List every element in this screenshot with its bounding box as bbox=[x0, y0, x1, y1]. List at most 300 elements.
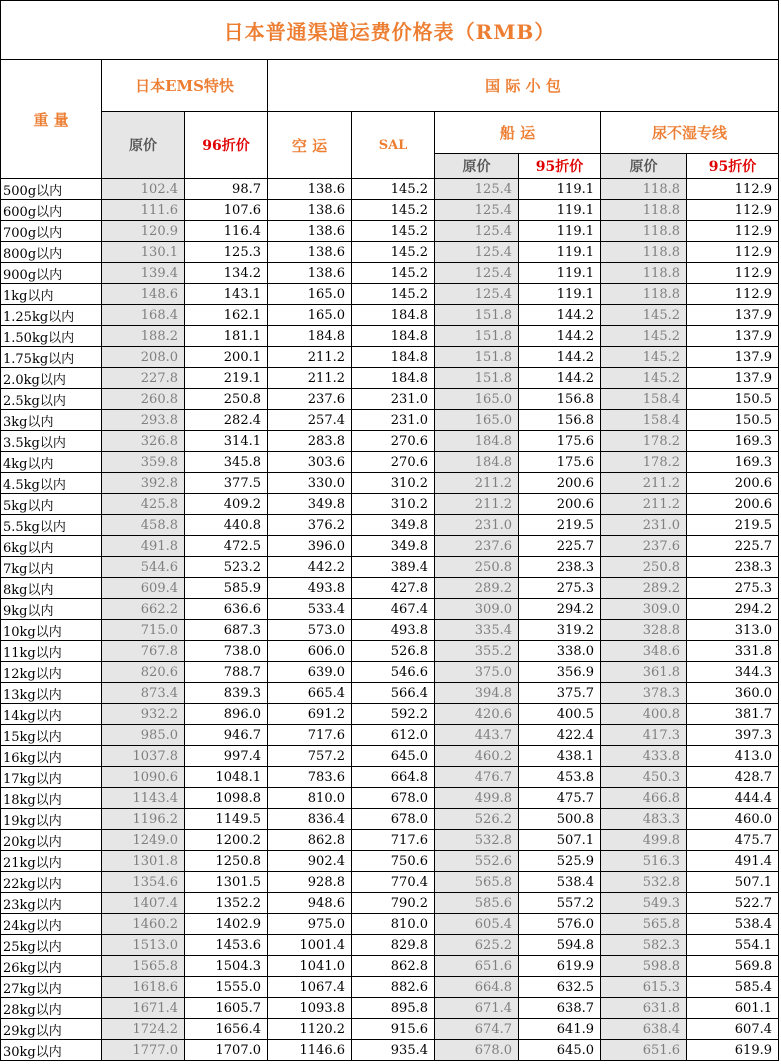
diaper-discount-cell: 381.7 bbox=[687, 704, 779, 725]
weight-cell: 18kg以内 bbox=[1, 788, 102, 809]
diaper-original-cell: 250.8 bbox=[601, 557, 687, 578]
diaper-original-cell: 211.2 bbox=[601, 473, 687, 494]
sal-cell: 678.0 bbox=[352, 788, 435, 809]
air-cell: 606.0 bbox=[268, 641, 352, 662]
ship-discount-cell: 641.9 bbox=[519, 1019, 601, 1040]
ems-original-cell: 1724.2 bbox=[102, 1019, 185, 1040]
diaper-discount-cell: 313.0 bbox=[687, 620, 779, 641]
ems-discount-cell: 997.4 bbox=[185, 746, 268, 767]
diaper-discount-cell: 491.4 bbox=[687, 851, 779, 872]
ship-discount-cell: 400.5 bbox=[519, 704, 601, 725]
sal-cell: 717.6 bbox=[352, 830, 435, 851]
table-row bbox=[1, 473, 779, 494]
table-row bbox=[1, 326, 779, 347]
ems-discount-cell: 219.1 bbox=[185, 368, 268, 389]
ship-original-cell: 125.4 bbox=[435, 284, 519, 305]
ship-discount-cell: 638.7 bbox=[519, 998, 601, 1019]
ems-discount-cell: 1656.4 bbox=[185, 1019, 268, 1040]
ems-original-cell: 227.8 bbox=[102, 368, 185, 389]
air-cell: 1120.2 bbox=[268, 1019, 352, 1040]
table-row bbox=[1, 809, 779, 830]
ems-discount-cell: 1200.2 bbox=[185, 830, 268, 851]
diaper-original-cell: 178.2 bbox=[601, 452, 687, 473]
weight-cell: 1.75kg以内 bbox=[1, 347, 102, 368]
ship-original-cell: 552.6 bbox=[435, 851, 519, 872]
diaper-original-cell: 309.0 bbox=[601, 599, 687, 620]
diaper-original-cell: 348.6 bbox=[601, 641, 687, 662]
diaper-original-cell: 378.3 bbox=[601, 683, 687, 704]
ship-original-cell: 184.8 bbox=[435, 431, 519, 452]
diaper-original-cell: 433.8 bbox=[601, 746, 687, 767]
diaper-original-cell: 145.2 bbox=[601, 305, 687, 326]
ems-discount-cell: 1504.3 bbox=[185, 956, 268, 977]
sal-cell: 790.2 bbox=[352, 893, 435, 914]
ship-original-cell: 355.2 bbox=[435, 641, 519, 662]
weight-cell: 30kg以内 bbox=[1, 1040, 102, 1061]
diaper-original-cell: 651.6 bbox=[601, 1040, 687, 1061]
sal-header: SAL bbox=[352, 112, 435, 179]
table-row bbox=[1, 347, 779, 368]
weight-cell: 29kg以内 bbox=[1, 1019, 102, 1040]
weight-cell: 5.5kg以内 bbox=[1, 515, 102, 536]
sal-cell: 184.8 bbox=[352, 305, 435, 326]
diaper-discount-cell: 200.6 bbox=[687, 473, 779, 494]
weight-cell: 27kg以内 bbox=[1, 977, 102, 998]
ems-discount-price-header: 96折价 bbox=[185, 112, 268, 179]
ship-discount-cell: 507.1 bbox=[519, 830, 601, 851]
weight-cell: 500g以内 bbox=[1, 179, 102, 200]
table-row bbox=[1, 956, 779, 977]
table-row bbox=[1, 914, 779, 935]
table-row bbox=[1, 641, 779, 662]
diaper-original-cell: 516.3 bbox=[601, 851, 687, 872]
table-row bbox=[1, 557, 779, 578]
diaper-original-cell: 145.2 bbox=[601, 347, 687, 368]
table-row bbox=[1, 767, 779, 788]
ship-header: 船 运 bbox=[435, 112, 601, 154]
ship-original-cell: 211.2 bbox=[435, 494, 519, 515]
ship-discount-cell: 319.2 bbox=[519, 620, 601, 641]
diaper-discount-cell: 444.4 bbox=[687, 788, 779, 809]
diaper-original-cell: 638.4 bbox=[601, 1019, 687, 1040]
ems-original-cell: 111.6 bbox=[102, 200, 185, 221]
air-cell: 283.8 bbox=[268, 431, 352, 452]
sal-cell: 145.2 bbox=[352, 179, 435, 200]
diaper-discount-cell: 238.3 bbox=[687, 557, 779, 578]
sal-cell: 664.8 bbox=[352, 767, 435, 788]
table-row bbox=[1, 284, 779, 305]
ems-discount-cell: 1453.6 bbox=[185, 935, 268, 956]
weight-cell: 8kg以内 bbox=[1, 578, 102, 599]
air-cell: 948.6 bbox=[268, 893, 352, 914]
weight-cell: 600g以内 bbox=[1, 200, 102, 221]
table-row bbox=[1, 578, 779, 599]
ems-original-cell: 139.4 bbox=[102, 263, 185, 284]
diaper-discount-cell: 112.9 bbox=[687, 242, 779, 263]
air-cell: 691.2 bbox=[268, 704, 352, 725]
ems-discount-cell: 314.1 bbox=[185, 431, 268, 452]
weight-cell: 1.50kg以内 bbox=[1, 326, 102, 347]
weight-cell: 4.5kg以内 bbox=[1, 473, 102, 494]
ems-header: 日本EMS特快 bbox=[102, 60, 268, 112]
diaper-discount-cell: 428.7 bbox=[687, 767, 779, 788]
diaper-discount-cell: 137.9 bbox=[687, 326, 779, 347]
ems-original-cell: 102.4 bbox=[102, 179, 185, 200]
sal-cell: 184.8 bbox=[352, 368, 435, 389]
air-cell: 639.0 bbox=[268, 662, 352, 683]
weight-header: 重 量 bbox=[1, 60, 102, 179]
air-cell: 757.2 bbox=[268, 746, 352, 767]
ems-discount-cell: 687.3 bbox=[185, 620, 268, 641]
sal-cell: 645.0 bbox=[352, 746, 435, 767]
air-cell: 717.6 bbox=[268, 725, 352, 746]
weight-cell: 13kg以内 bbox=[1, 683, 102, 704]
weight-cell: 700g以内 bbox=[1, 221, 102, 242]
sal-cell: 467.4 bbox=[352, 599, 435, 620]
ems-original-cell: 820.6 bbox=[102, 662, 185, 683]
sal-cell: 935.4 bbox=[352, 1040, 435, 1061]
air-cell: 533.4 bbox=[268, 599, 352, 620]
ems-discount-cell: 1250.8 bbox=[185, 851, 268, 872]
diaper-original-cell: 631.8 bbox=[601, 998, 687, 1019]
table-row bbox=[1, 494, 779, 515]
diaper-discount-cell: 554.1 bbox=[687, 935, 779, 956]
ems-original-cell: 932.2 bbox=[102, 704, 185, 725]
ems-discount-cell: 523.2 bbox=[185, 557, 268, 578]
ship-original-cell: 125.4 bbox=[435, 200, 519, 221]
diaper-discount-cell: 569.8 bbox=[687, 956, 779, 977]
sal-cell: 882.6 bbox=[352, 977, 435, 998]
air-cell: 165.0 bbox=[268, 305, 352, 326]
ship-original-cell: 151.8 bbox=[435, 326, 519, 347]
table-row bbox=[1, 431, 779, 452]
ship-discount-cell: 119.1 bbox=[519, 200, 601, 221]
ems-discount-cell: 1402.9 bbox=[185, 914, 268, 935]
ship-discount-cell: 144.2 bbox=[519, 347, 601, 368]
ems-original-cell: 1143.4 bbox=[102, 788, 185, 809]
diaper-discount-cell: 522.7 bbox=[687, 893, 779, 914]
diaper-discount-cell: 607.4 bbox=[687, 1019, 779, 1040]
air-cell: 211.2 bbox=[268, 347, 352, 368]
ship-original-cell: 231.0 bbox=[435, 515, 519, 536]
ems-discount-cell: 162.1 bbox=[185, 305, 268, 326]
diaper-discount-cell: 460.0 bbox=[687, 809, 779, 830]
ship-original-cell: 565.8 bbox=[435, 872, 519, 893]
ems-original-cell: 1671.4 bbox=[102, 998, 185, 1019]
ship-original-cell: 674.7 bbox=[435, 1019, 519, 1040]
air-cell: 1041.0 bbox=[268, 956, 352, 977]
table-row bbox=[1, 1040, 779, 1061]
ems-discount-cell: 345.8 bbox=[185, 452, 268, 473]
ship-original-cell: 375.0 bbox=[435, 662, 519, 683]
weight-cell: 19kg以内 bbox=[1, 809, 102, 830]
sal-cell: 493.8 bbox=[352, 620, 435, 641]
weight-cell: 16kg以内 bbox=[1, 746, 102, 767]
diaper-original-cell: 158.4 bbox=[601, 389, 687, 410]
ship-original-cell: 125.4 bbox=[435, 242, 519, 263]
ems-original-cell: 715.0 bbox=[102, 620, 185, 641]
table-row bbox=[1, 746, 779, 767]
diaper-original-cell: 483.3 bbox=[601, 809, 687, 830]
diaper-original-cell: 118.8 bbox=[601, 221, 687, 242]
diaper-discount-cell: 619.9 bbox=[687, 1040, 779, 1061]
ems-original-cell: 1777.0 bbox=[102, 1040, 185, 1061]
diaper-discount-cell: 585.4 bbox=[687, 977, 779, 998]
ship-original-cell: 289.2 bbox=[435, 578, 519, 599]
ship-discount-cell: 219.5 bbox=[519, 515, 601, 536]
ems-discount-cell: 839.3 bbox=[185, 683, 268, 704]
ship-original-cell: 211.2 bbox=[435, 473, 519, 494]
ship-original-cell: 151.8 bbox=[435, 368, 519, 389]
diaper-discount-cell: 413.0 bbox=[687, 746, 779, 767]
diaper-original-cell: 361.8 bbox=[601, 662, 687, 683]
diaper-discount-cell: 294.2 bbox=[687, 599, 779, 620]
ems-original-cell: 188.2 bbox=[102, 326, 185, 347]
sal-cell: 829.8 bbox=[352, 935, 435, 956]
sal-cell: 145.2 bbox=[352, 284, 435, 305]
table-row bbox=[1, 536, 779, 557]
ems-original-cell: 1090.6 bbox=[102, 767, 185, 788]
ship-discount-cell: 619.9 bbox=[519, 956, 601, 977]
ship-original-cell: 394.8 bbox=[435, 683, 519, 704]
weight-cell: 20kg以内 bbox=[1, 830, 102, 851]
diaper-original-cell: 598.8 bbox=[601, 956, 687, 977]
air-cell: 138.6 bbox=[268, 263, 352, 284]
weight-cell: 11kg以内 bbox=[1, 641, 102, 662]
diaper-original-cell: 565.8 bbox=[601, 914, 687, 935]
ship-original-cell: 237.6 bbox=[435, 536, 519, 557]
ship-original-cell: 125.4 bbox=[435, 179, 519, 200]
sal-cell: 145.2 bbox=[352, 221, 435, 242]
ems-discount-cell: 1048.1 bbox=[185, 767, 268, 788]
ems-original-cell: 458.8 bbox=[102, 515, 185, 536]
ems-original-cell: 392.8 bbox=[102, 473, 185, 494]
ship-discount-cell: 500.8 bbox=[519, 809, 601, 830]
table-row bbox=[1, 683, 779, 704]
ship-discount-cell: 645.0 bbox=[519, 1040, 601, 1061]
air-cell: 975.0 bbox=[268, 914, 352, 935]
ship-original-cell: 671.4 bbox=[435, 998, 519, 1019]
ems-discount-cell: 98.7 bbox=[185, 179, 268, 200]
ems-discount-cell: 896.0 bbox=[185, 704, 268, 725]
ship-original-cell: 476.7 bbox=[435, 767, 519, 788]
diaper-original-cell: 118.8 bbox=[601, 263, 687, 284]
table-row bbox=[1, 410, 779, 431]
ship-original-cell: 125.4 bbox=[435, 263, 519, 284]
table-row bbox=[1, 221, 779, 242]
diaper-discount-cell: 397.3 bbox=[687, 725, 779, 746]
ems-discount-cell: 125.3 bbox=[185, 242, 268, 263]
sal-cell: 915.6 bbox=[352, 1019, 435, 1040]
table-row bbox=[1, 515, 779, 536]
sal-cell: 678.0 bbox=[352, 809, 435, 830]
ems-original-cell: 609.4 bbox=[102, 578, 185, 599]
ship-discount-cell: 119.1 bbox=[519, 221, 601, 242]
sal-cell: 427.8 bbox=[352, 578, 435, 599]
sal-cell: 862.8 bbox=[352, 956, 435, 977]
ship-discount-cell: 538.4 bbox=[519, 872, 601, 893]
ship-discount-cell: 156.8 bbox=[519, 389, 601, 410]
diaper-original-cell: 417.3 bbox=[601, 725, 687, 746]
ems-discount-cell: 1301.5 bbox=[185, 872, 268, 893]
air-cell: 442.2 bbox=[268, 557, 352, 578]
ship-original-cell: 664.8 bbox=[435, 977, 519, 998]
air-cell: 138.6 bbox=[268, 221, 352, 242]
table-row bbox=[1, 1019, 779, 1040]
ems-original-cell: 168.4 bbox=[102, 305, 185, 326]
sal-cell: 310.2 bbox=[352, 473, 435, 494]
air-cell: 862.8 bbox=[268, 830, 352, 851]
ems-discount-cell: 107.6 bbox=[185, 200, 268, 221]
diaper-discount-cell: 137.9 bbox=[687, 305, 779, 326]
table-row bbox=[1, 263, 779, 284]
weight-cell: 25kg以内 bbox=[1, 935, 102, 956]
ship-discount-cell: 275.3 bbox=[519, 578, 601, 599]
ship-discount-cell: 175.6 bbox=[519, 431, 601, 452]
ems-discount-cell: 738.0 bbox=[185, 641, 268, 662]
intl-packet-header: 国 际 小 包 bbox=[268, 60, 779, 112]
diaper-discount-cell: 225.7 bbox=[687, 536, 779, 557]
diaper-original-cell: 118.8 bbox=[601, 284, 687, 305]
diaper-original-cell: 499.8 bbox=[601, 830, 687, 851]
weight-cell: 5kg以内 bbox=[1, 494, 102, 515]
table-row bbox=[1, 389, 779, 410]
table-row bbox=[1, 620, 779, 641]
diaper-discount-cell: 112.9 bbox=[687, 221, 779, 242]
ems-original-cell: 767.8 bbox=[102, 641, 185, 662]
weight-cell: 14kg以内 bbox=[1, 704, 102, 725]
table-row bbox=[1, 725, 779, 746]
weight-cell: 22kg以内 bbox=[1, 872, 102, 893]
ship-discount-cell: 144.2 bbox=[519, 326, 601, 347]
diaper-discount-cell: 137.9 bbox=[687, 347, 779, 368]
air-cell: 303.6 bbox=[268, 452, 352, 473]
ems-original-cell: 1618.6 bbox=[102, 977, 185, 998]
table-row bbox=[1, 872, 779, 893]
diaper-original-cell: 549.3 bbox=[601, 893, 687, 914]
ems-discount-cell: 116.4 bbox=[185, 221, 268, 242]
weight-cell: 3kg以内 bbox=[1, 410, 102, 431]
table-row bbox=[1, 200, 779, 221]
diaper-discount-cell: 112.9 bbox=[687, 284, 779, 305]
ems-discount-cell: 472.5 bbox=[185, 536, 268, 557]
air-cell: 138.6 bbox=[268, 200, 352, 221]
diaper-discount-cell: 475.7 bbox=[687, 830, 779, 851]
table-row bbox=[1, 851, 779, 872]
weight-cell: 2.0kg以内 bbox=[1, 368, 102, 389]
ship-original-cell: 532.8 bbox=[435, 830, 519, 851]
ems-discount-cell: 585.9 bbox=[185, 578, 268, 599]
sal-cell: 750.6 bbox=[352, 851, 435, 872]
air-cell: 902.4 bbox=[268, 851, 352, 872]
ship-original-cell: 443.7 bbox=[435, 725, 519, 746]
diaper-original-cell: 466.8 bbox=[601, 788, 687, 809]
ems-original-cell: 1301.8 bbox=[102, 851, 185, 872]
air-cell: 836.4 bbox=[268, 809, 352, 830]
ship-discount-cell: 144.2 bbox=[519, 368, 601, 389]
ems-original-cell: 148.6 bbox=[102, 284, 185, 305]
sal-cell: 546.6 bbox=[352, 662, 435, 683]
weight-cell: 23kg以内 bbox=[1, 893, 102, 914]
table-row bbox=[1, 179, 779, 200]
diaper-discount-cell: 219.5 bbox=[687, 515, 779, 536]
ship-discount-cell: 632.5 bbox=[519, 977, 601, 998]
air-cell: 330.0 bbox=[268, 473, 352, 494]
ems-original-cell: 1249.0 bbox=[102, 830, 185, 851]
ship-discount-cell: 453.8 bbox=[519, 767, 601, 788]
diaper-line-header: 尿不湿专线 bbox=[601, 112, 779, 154]
air-cell: 211.2 bbox=[268, 368, 352, 389]
diaper-discount-cell: 112.9 bbox=[687, 200, 779, 221]
diaper-discount-cell: 275.3 bbox=[687, 578, 779, 599]
ship-original-cell: 165.0 bbox=[435, 410, 519, 431]
weight-cell: 4kg以内 bbox=[1, 452, 102, 473]
sal-cell: 184.8 bbox=[352, 326, 435, 347]
ems-discount-cell: 946.7 bbox=[185, 725, 268, 746]
ship-original-cell: 526.2 bbox=[435, 809, 519, 830]
sal-cell: 145.2 bbox=[352, 242, 435, 263]
diaper-original-price-header: 原价 bbox=[601, 154, 687, 179]
sal-cell: 231.0 bbox=[352, 389, 435, 410]
sal-cell: 770.4 bbox=[352, 872, 435, 893]
diaper-discount-cell: 112.9 bbox=[687, 179, 779, 200]
ems-original-cell: 544.6 bbox=[102, 557, 185, 578]
air-cell: 1067.4 bbox=[268, 977, 352, 998]
ship-discount-cell: 576.0 bbox=[519, 914, 601, 935]
air-cell: 376.2 bbox=[268, 515, 352, 536]
sal-cell: 270.6 bbox=[352, 452, 435, 473]
sal-cell: 566.4 bbox=[352, 683, 435, 704]
weight-cell: 1kg以内 bbox=[1, 284, 102, 305]
ems-discount-cell: 440.8 bbox=[185, 515, 268, 536]
ship-discount-cell: 175.6 bbox=[519, 452, 601, 473]
ems-original-cell: 425.8 bbox=[102, 494, 185, 515]
ship-original-price-header: 原价 bbox=[435, 154, 519, 179]
ship-original-cell: 309.0 bbox=[435, 599, 519, 620]
diaper-original-cell: 118.8 bbox=[601, 179, 687, 200]
ship-original-cell: 585.6 bbox=[435, 893, 519, 914]
weight-cell: 6kg以内 bbox=[1, 536, 102, 557]
ems-original-cell: 1565.8 bbox=[102, 956, 185, 977]
table-row bbox=[1, 935, 779, 956]
air-cell: 783.6 bbox=[268, 767, 352, 788]
ship-original-cell: 420.6 bbox=[435, 704, 519, 725]
ems-original-cell: 873.4 bbox=[102, 683, 185, 704]
weight-cell: 1.25kg以内 bbox=[1, 305, 102, 326]
diaper-discount-cell: 150.5 bbox=[687, 410, 779, 431]
diaper-discount-cell: 538.4 bbox=[687, 914, 779, 935]
ship-discount-price-header: 95折价 bbox=[519, 154, 601, 179]
ship-original-cell: 125.4 bbox=[435, 221, 519, 242]
diaper-discount-cell: 200.6 bbox=[687, 494, 779, 515]
ems-discount-cell: 636.6 bbox=[185, 599, 268, 620]
table-row bbox=[1, 977, 779, 998]
sal-cell: 270.6 bbox=[352, 431, 435, 452]
ship-discount-cell: 557.2 bbox=[519, 893, 601, 914]
air-cell: 573.0 bbox=[268, 620, 352, 641]
ems-discount-cell: 200.1 bbox=[185, 347, 268, 368]
ship-discount-cell: 156.8 bbox=[519, 410, 601, 431]
diaper-original-cell: 145.2 bbox=[601, 326, 687, 347]
ship-discount-cell: 238.3 bbox=[519, 557, 601, 578]
ems-original-price-header: 原价 bbox=[102, 112, 185, 179]
diaper-original-cell: 450.3 bbox=[601, 767, 687, 788]
ship-original-cell: 151.8 bbox=[435, 305, 519, 326]
ems-discount-cell: 250.8 bbox=[185, 389, 268, 410]
ship-discount-cell: 475.7 bbox=[519, 788, 601, 809]
diaper-discount-cell: 169.3 bbox=[687, 452, 779, 473]
weight-cell: 26kg以内 bbox=[1, 956, 102, 977]
